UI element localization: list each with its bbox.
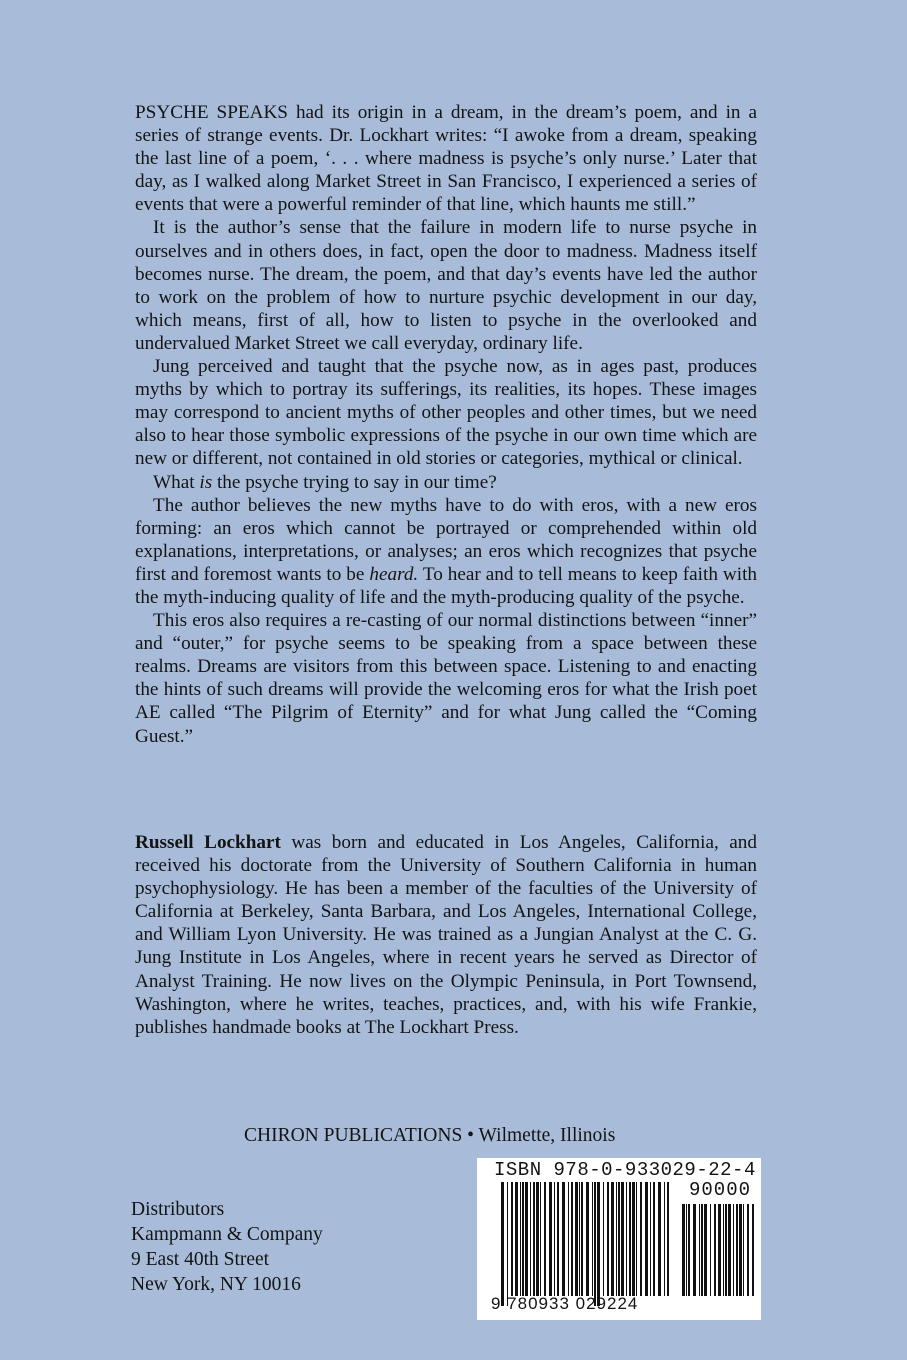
barcode-bar [530,1182,531,1296]
barcode-bar [752,1204,754,1296]
barcode-bar [723,1204,724,1296]
author-bio-text: was born and educated in Los Angeles, California, and received his doctorate from the University of Southern California in human psychophysiology. He has been a member of the faculties of the University of California at Berkeley, Santa Barbara, and Los Angeles, International College, and William Lyon University. He was trained as a Jungian Analyst at the C. G. Jung Institute in Los Angeles, where in recent years he served as Director of Analyst Training. He now lives on the Olympic Peninsula, in Port Townsend, Washington, where he writes, teaches, practices, and, with his wife Frankie, publishes handmade books at The Lockhart Press. [135,832,757,1038]
barcode-bar [554,1182,555,1296]
barcode-bar [636,1182,637,1296]
barcode-bar [501,1182,504,1306]
barcode-bar [640,1182,642,1296]
barcode-bar [607,1182,609,1296]
barcode-bar [579,1182,580,1296]
description-paragraph-3: Jung perceived and taught that the psyche now, as in ages past, produces myths by which to portray its sufferings, its realities, its hopes. These images may correspond to ancient myths of other peoples and other times, but we need also to hear those symbolic expressions of the psyche in our own time which are new or different, not contained in old stories or categories, mythical or clinical. [135,356,757,470]
price-code: 90000 [689,1179,752,1201]
ean-digits: 9 780933 029224 [491,1294,639,1313]
barcode-bar [747,1204,749,1296]
barcode-bar [520,1182,521,1296]
barcode-bar [515,1182,518,1296]
barcode-bar [621,1182,624,1296]
barcode-bar [616,1182,617,1296]
distributor-name: Kampmann & Company [131,1224,323,1245]
publisher-line: CHIRON PUBLICATIONS • Wilmette, Illinois [244,1125,616,1146]
book-description [135,101,757,748]
barcode-bar [629,1182,631,1296]
barcode-bar [733,1204,734,1296]
barcode-bar [597,1182,600,1306]
barcode-bar [686,1204,687,1296]
barcode-bar [667,1182,669,1296]
barcode-bar [568,1182,569,1296]
barcode-bar [693,1204,696,1296]
barcode-bar [618,1182,620,1296]
barcode-bar [536,1182,539,1296]
barcode-bar [603,1182,604,1296]
distributor-street: 9 East 40th Street [131,1249,270,1270]
barcode-bar [710,1204,711,1296]
barcode-bar [557,1182,559,1296]
barcode-bar [736,1204,738,1296]
description-paragraph-4: What is the psyche trying to say in our time? [153,471,497,493]
barcode-bar [682,1204,685,1296]
barcode-bar [632,1182,635,1296]
barcode-bar [626,1182,627,1296]
distributors-block [131,1197,323,1297]
description-paragraph-1: PSYCHE SPEAKS had its origin in a dream, in the dream’s poem, and in a series of strange events. Dr. Lockhart writes: “I awoke from a dream, speaking the last line of a poem, ‘. . . where madness is psyche’s only nurse.’ Later that day, as I walked along Market Street in San Francisco, I experienced a series of events that were a powerful reminder of that line, which haunts me still.” [135,102,757,216]
author-bio [135,831,757,1039]
barcode-bar [525,1182,528,1296]
barcode-bar [701,1204,703,1296]
barcode-bar [728,1204,731,1296]
barcode-bar [718,1204,721,1296]
barcode-bar [739,1204,742,1296]
barcode-bar [522,1182,524,1296]
barcode-bar [507,1182,508,1306]
barcode-bar [611,1182,614,1296]
barcode-bar [594,1182,596,1306]
barcode-bar [645,1182,648,1296]
description-paragraph-6: This eros also requires a re-casting of our normal distinctions between “inner” and “outer,” for psyche seems to be speaking from a space between these realms. Dreams are visitors from this between space. Listening to and enacting the hints of such dreams will provide the welcoming eros for what the Irish poet AE called “The Pilgrim of Eternity” and for what Jung called the “Coming Guest.” [135,610,757,747]
barcode-bar [571,1182,573,1296]
barcode-bar [544,1182,546,1296]
barcode-bar [511,1182,513,1296]
description-paragraph-2: It is the author’s sense that the failure in modern life to nurse psyche in ourselves and in others does, in fact, open the door to madness. Madness itself becomes nurse. The dream, the poem, and that day’s events have led the author to work on the problem of how to nurture psychic development in our day, which means, first of all, how to listen to psyche in the overlooked and undervalued Market Street we call everyday, ordinary life. [135,217,757,354]
barcode-bar [586,1182,589,1296]
isbn-barcode [477,1158,761,1320]
barcode-bar [650,1182,651,1296]
barcode-bar [575,1182,578,1296]
barcode-bar [714,1204,716,1296]
distributors-heading: Distributors [131,1199,225,1220]
author-name: Russell Lockhart [135,832,281,853]
barcode-bar [592,1182,593,1296]
distributor-city: New York, NY 10016 [131,1274,301,1295]
barcode-bar [562,1182,565,1296]
barcode-bar [540,1182,541,1296]
description-paragraph-5: The author believes the new myths have to do with eros, with a new eros forming: an eros which cannot be portrayed or comprehended within old explanations, interpretations, or analyses; an eros which recognizes that psyche first and foremost wants to be heard. To hear and to tell means to keep faith with the myth-inducing quality of life and the myth-producing quality of the psyche. [135,494,757,608]
barcode-bar [549,1182,552,1296]
barcode-bar [581,1182,583,1296]
book-title: PSYCHE SPEAKS [135,102,288,123]
barcode-bar [743,1204,744,1296]
isbn-number: ISBN 978-0-933029-22-4 [494,1159,756,1181]
barcode-bar [533,1182,535,1296]
ean-barcode-bars [501,1182,671,1306]
barcode-bar [658,1182,661,1296]
barcode-bar [664,1182,665,1296]
barcode-bar [699,1204,700,1296]
barcode-bar [704,1204,707,1296]
barcode-bar [725,1204,727,1296]
barcode-bar [653,1182,655,1296]
addon-barcode-bars [682,1204,754,1306]
barcode-bar [688,1204,690,1296]
